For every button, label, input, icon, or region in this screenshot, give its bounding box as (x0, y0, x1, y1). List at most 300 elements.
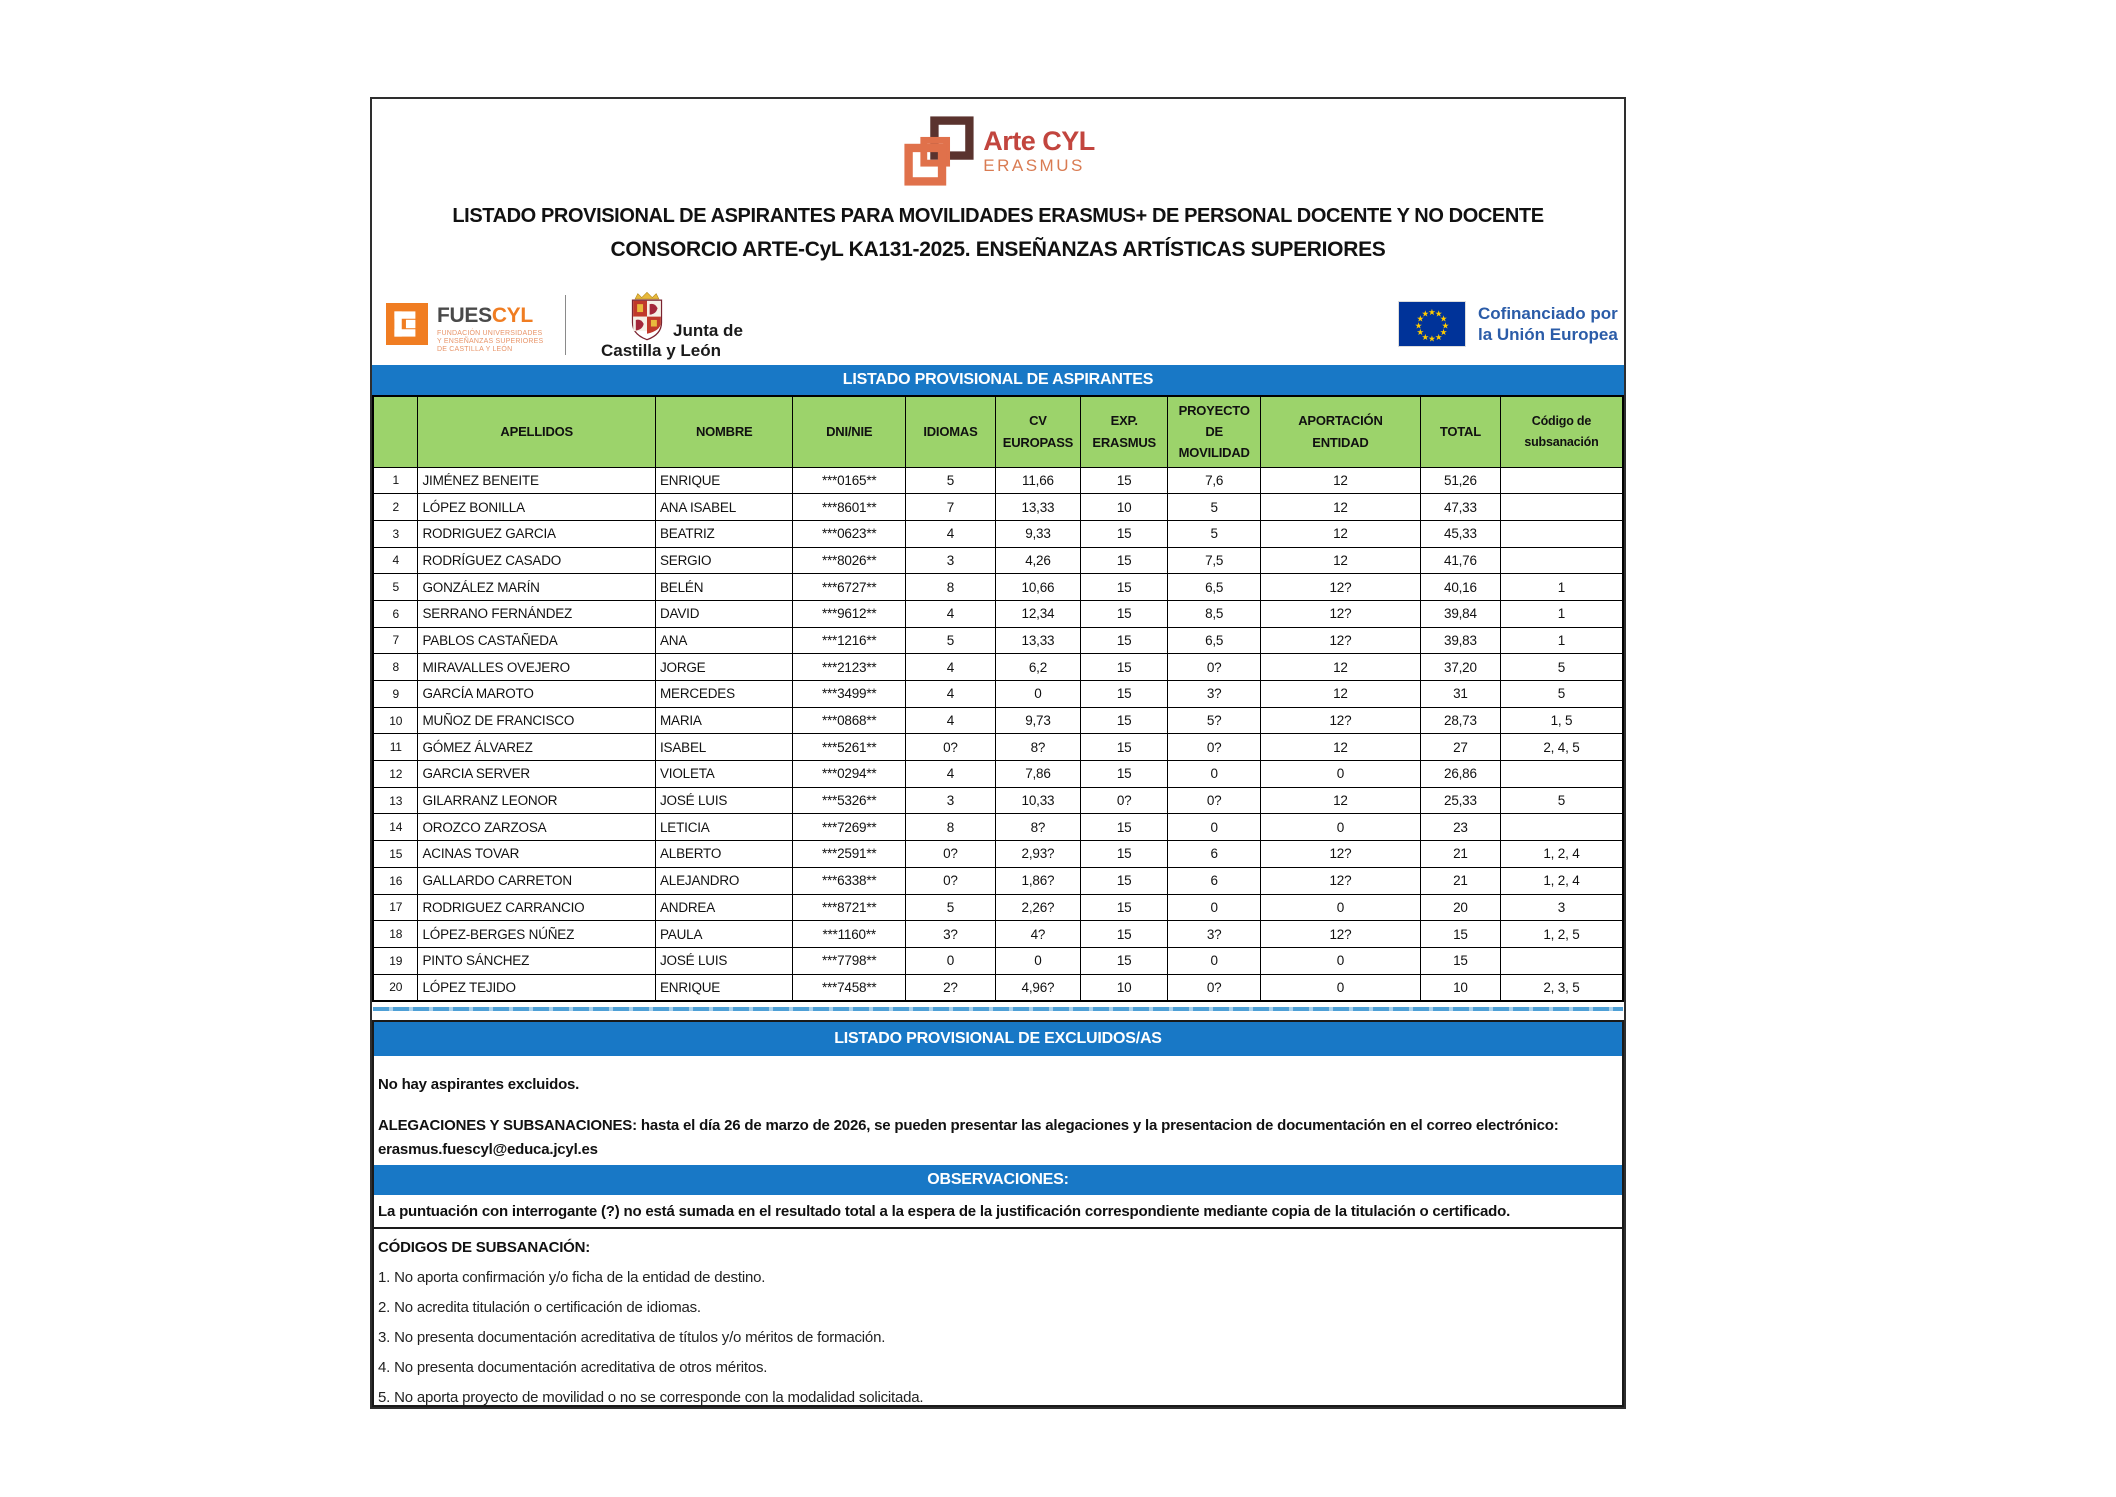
observaciones-note: La puntuación con interrogante (?) no está sumada en el resultado total a la espera de la justificación correspondiente mediante copia de la titulación o certificado. (374, 1195, 1622, 1229)
nombre-cell: BEATRIZ (655, 520, 792, 547)
idiomas-cell: 0 (905, 947, 995, 974)
aportacion-entidad-cell: 12? (1260, 627, 1420, 654)
apellidos-cell: GÓMEZ ÁLVAREZ (418, 734, 656, 761)
exp-erasmus-cell: 15 (1080, 947, 1167, 974)
codigo-subsanacion-cell (1500, 547, 1623, 574)
code-item: 5. No aporta proyecto de movilidad o no se corresponde con la modalidad solicitada. (378, 1389, 924, 1406)
exp-erasmus-cell: 15 (1080, 654, 1167, 681)
table-row (373, 734, 1623, 761)
code-item: 1. No aporta confirmación y/o ficha de la entidad de destino. (378, 1269, 766, 1286)
aportacion-entidad-cell: 12? (1260, 574, 1420, 601)
exp-erasmus-cell: 15 (1080, 681, 1167, 708)
dni-nie-cell: ***3499** (793, 681, 905, 708)
nombre-cell: BELÉN (655, 574, 792, 601)
total-cell: 39,84 (1420, 600, 1500, 627)
row-number-cell: 12 (373, 761, 418, 788)
row-number-cell: 14 (373, 814, 418, 841)
nombre-cell: ENRIQUE (655, 974, 792, 1001)
code-item: 2. No acredita titulación o certificación de idiomas. (378, 1299, 701, 1316)
junta-text-line2: Castilla y León (601, 341, 721, 360)
cv-europass-cell: 4,26 (995, 547, 1080, 574)
dni-nie-cell: ***8721** (793, 894, 905, 921)
idiomas-cell: 5 (905, 894, 995, 921)
excluidos-section-header: LISTADO PROVISIONAL DE EXCLUIDOS/AS (374, 1022, 1622, 1056)
total-cell: 37,20 (1420, 654, 1500, 681)
proyecto-movilidad-cell: 0? (1168, 974, 1261, 1001)
excluidos-body (374, 1056, 1622, 1165)
cv-europass-cell: 2,26? (995, 894, 1080, 921)
idiomas-cell: 3? (905, 921, 995, 948)
svg-text:★: ★ (1416, 313, 1425, 324)
table-row (373, 787, 1623, 814)
proyecto-movilidad-cell: 5? (1168, 707, 1261, 734)
exp-erasmus-cell: 0? (1080, 787, 1167, 814)
exp-erasmus-cell: 15 (1080, 547, 1167, 574)
fuescyl-subtext-line: DE CASTILLA Y LEÓN (437, 346, 513, 353)
row-number-cell: 17 (373, 894, 418, 921)
nombre-cell: ANA (655, 627, 792, 654)
row-number-cell: 5 (373, 574, 418, 601)
cv-europass-cell: 1,86? (995, 867, 1080, 894)
nombre-cell: ANDREA (655, 894, 792, 921)
nombre-cell: ENRIQUE (655, 467, 792, 494)
codigo-subsanacion-cell (1500, 947, 1623, 974)
subsanacion-codes (374, 1229, 1622, 1406)
cv-europass-cell: 9,73 (995, 707, 1080, 734)
aportacion-entidad-cell: 12 (1260, 681, 1420, 708)
codigo-subsanacion-cell (1500, 520, 1623, 547)
aportacion-entidad-cell: 0 (1260, 947, 1420, 974)
apellidos-cell: GARCIA SERVER (418, 761, 656, 788)
proyecto-movilidad-cell: 6 (1168, 841, 1261, 868)
exp-erasmus-cell: 15 (1080, 921, 1167, 948)
dni-nie-cell: ***5326** (793, 787, 905, 814)
nombre-cell: ISABEL (655, 734, 792, 761)
aportacion-entidad-cell: 12 (1260, 520, 1420, 547)
cv-europass-cell: 13,33 (995, 494, 1080, 521)
alegaciones-email: erasmus.fuescyl@educa.jcyl.es (378, 1141, 598, 1158)
fuescyl-wordmark: FUESCYL (437, 304, 533, 327)
nombre-cell: JORGE (655, 654, 792, 681)
total-cell: 40,16 (1420, 574, 1500, 601)
svg-text:★: ★ (1428, 333, 1436, 344)
apellidos-cell: GARCÍA MAROTO (418, 681, 656, 708)
svg-text:★: ★ (1428, 306, 1436, 317)
total-cell: 27 (1420, 734, 1500, 761)
no-excluded-text: No hay aspirantes excluidos. (378, 1076, 580, 1093)
total-cell: 26,86 (1420, 761, 1500, 788)
dni-nie-cell: ***7458** (793, 974, 905, 1001)
codigo-subsanacion-cell: 5 (1500, 654, 1623, 681)
nombre-cell: ALEJANDRO (655, 867, 792, 894)
idiomas-cell: 0? (905, 867, 995, 894)
table-bottom-accent-line (373, 1007, 1623, 1011)
row-number-cell: 6 (373, 600, 418, 627)
total-cell: 39,83 (1420, 627, 1500, 654)
idiomas-cell: 2? (905, 974, 995, 1001)
cv-europass-cell: 11,66 (995, 467, 1080, 494)
table-row (373, 921, 1623, 948)
total-cell: 23 (1420, 814, 1500, 841)
svg-text:★: ★ (1434, 308, 1443, 319)
exp-erasmus-cell: 15 (1080, 867, 1167, 894)
idiomas-cell: 3 (905, 547, 995, 574)
artecyl-logo (372, 113, 1624, 189)
dni-nie-cell: ***9612** (793, 600, 905, 627)
proyecto-movilidad-cell: 0? (1168, 787, 1261, 814)
column-header-codigo-subsanacion: Código de subsanación (1500, 396, 1623, 467)
svg-text:★: ★ (1421, 308, 1430, 319)
dni-nie-cell: ***0165** (793, 467, 905, 494)
total-cell: 20 (1420, 894, 1500, 921)
row-number-cell: 11 (373, 734, 418, 761)
codigo-subsanacion-cell: 1, 2, 4 (1500, 867, 1623, 894)
exp-erasmus-cell: 15 (1080, 574, 1167, 601)
cv-europass-cell: 0 (995, 681, 1080, 708)
svg-text:★: ★ (1441, 320, 1450, 331)
nombre-cell: JOSÉ LUIS (655, 947, 792, 974)
partner-logos-row (372, 291, 1624, 365)
row-number-cell: 2 (373, 494, 418, 521)
cv-europass-cell: 2,93? (995, 841, 1080, 868)
dni-nie-cell: ***2591** (793, 841, 905, 868)
total-cell: 15 (1420, 921, 1500, 948)
junta-castilla-leon-logo (597, 291, 767, 365)
table-row (373, 467, 1623, 494)
dni-nie-cell: ***0294** (793, 761, 905, 788)
aportacion-entidad-cell: 12 (1260, 547, 1420, 574)
proyecto-movilidad-cell: 3? (1168, 921, 1261, 948)
aspirantes-section-header: LISTADO PROVISIONAL DE ASPIRANTES (372, 365, 1624, 395)
codigo-subsanacion-cell: 5 (1500, 787, 1623, 814)
table-row (373, 761, 1623, 788)
row-number-cell: 13 (373, 787, 418, 814)
row-number-cell: 8 (373, 654, 418, 681)
aportacion-entidad-cell: 12 (1260, 734, 1420, 761)
table-row (373, 974, 1623, 1001)
codigo-subsanacion-cell: 1 (1500, 574, 1623, 601)
apellidos-cell: OROZCO ZARZOSA (418, 814, 656, 841)
table-row (373, 574, 1623, 601)
proyecto-movilidad-cell: 5 (1168, 520, 1261, 547)
artecyl-brand-text: Arte CYL (983, 126, 1095, 156)
apellidos-cell: ACINAS TOVAR (418, 841, 656, 868)
table-row (373, 894, 1623, 921)
column-header-nombre: NOMBRE (655, 396, 792, 467)
cv-europass-cell: 7,86 (995, 761, 1080, 788)
apellidos-cell: MIRAVALLES OVEJERO (418, 654, 656, 681)
table-row (373, 520, 1623, 547)
svg-text:★: ★ (1434, 331, 1443, 342)
svg-text:★: ★ (1416, 327, 1425, 337)
apellidos-cell: GALLARDO CARRETON (418, 867, 656, 894)
aportacion-entidad-cell: 12 (1260, 654, 1420, 681)
idiomas-cell: 4 (905, 600, 995, 627)
codigo-subsanacion-cell: 2, 3, 5 (1500, 974, 1623, 1001)
eu-flag-icon (1398, 301, 1466, 347)
aportacion-entidad-cell: 0 (1260, 974, 1420, 1001)
logo-divider (565, 295, 566, 355)
cv-europass-cell: 8? (995, 814, 1080, 841)
apellidos-cell: RODRIGUEZ GARCIA (418, 520, 656, 547)
exp-erasmus-cell: 15 (1080, 707, 1167, 734)
aspirantes-table (372, 395, 1624, 1002)
cv-europass-cell: 12,34 (995, 600, 1080, 627)
codigo-subsanacion-cell: 1, 2, 5 (1500, 921, 1623, 948)
nombre-cell: MARIA (655, 707, 792, 734)
codigo-subsanacion-cell: 1 (1500, 627, 1623, 654)
cv-europass-cell: 9,33 (995, 520, 1080, 547)
fuescyl-subtext-line: FUNDACIÓN UNIVERSIDADES (437, 330, 543, 337)
total-cell: 47,33 (1420, 494, 1500, 521)
cv-europass-cell: 8? (995, 734, 1080, 761)
document-title: LISTADO PROVISIONAL DE ASPIRANTES PARA MOVILIDADES ERASMUS+ DE PERSONAL DOCENTE Y NO DOCENTE (452, 205, 1544, 227)
exp-erasmus-cell: 10 (1080, 494, 1167, 521)
total-cell: 10 (1420, 974, 1500, 1001)
aportacion-entidad-cell: 12 (1260, 787, 1420, 814)
total-cell: 31 (1420, 681, 1500, 708)
proyecto-movilidad-cell: 0 (1168, 814, 1261, 841)
idiomas-cell: 8 (905, 574, 995, 601)
proyecto-movilidad-cell: 0 (1168, 894, 1261, 921)
total-cell: 45,33 (1420, 520, 1500, 547)
idiomas-cell: 5 (905, 627, 995, 654)
codigo-subsanacion-cell (1500, 494, 1623, 521)
dni-nie-cell: ***2123** (793, 654, 905, 681)
dni-nie-cell: ***5261** (793, 734, 905, 761)
svg-text:★: ★ (1439, 327, 1448, 337)
fuescyl-icon (386, 303, 428, 345)
row-number-cell: 9 (373, 681, 418, 708)
idiomas-cell: 4 (905, 654, 995, 681)
nombre-cell: JOSÉ LUIS (655, 787, 792, 814)
idiomas-cell: 8 (905, 814, 995, 841)
codigo-subsanacion-cell: 5 (1500, 681, 1623, 708)
exp-erasmus-cell: 10 (1080, 974, 1167, 1001)
dni-nie-cell: ***6727** (793, 574, 905, 601)
idiomas-cell: 4 (905, 520, 995, 547)
exp-erasmus-cell: 15 (1080, 627, 1167, 654)
row-number-cell: 1 (373, 467, 418, 494)
table-row (373, 707, 1623, 734)
fuescyl-subtext (437, 330, 543, 354)
row-number-cell: 3 (373, 520, 418, 547)
exp-erasmus-cell: 15 (1080, 761, 1167, 788)
column-header-idiomas: IDIOMAS (905, 396, 995, 467)
aportacion-entidad-cell: 0 (1260, 894, 1420, 921)
codigo-subsanacion-cell: 3 (1500, 894, 1623, 921)
row-number-cell: 18 (373, 921, 418, 948)
row-number-cell: 19 (373, 947, 418, 974)
apellidos-cell: GILARRANZ LEONOR (418, 787, 656, 814)
apellidos-cell: GONZÁLEZ MARÍN (418, 574, 656, 601)
total-cell: 21 (1420, 841, 1500, 868)
row-number-cell: 20 (373, 974, 418, 1001)
table-row (373, 547, 1623, 574)
apellidos-cell: LÓPEZ BONILLA (418, 494, 656, 521)
observaciones-section-header: OBSERVACIONES: (374, 1165, 1622, 1195)
nombre-cell: VIOLETA (655, 761, 792, 788)
proyecto-movilidad-cell: 0 (1168, 761, 1261, 788)
total-cell: 28,73 (1420, 707, 1500, 734)
proyecto-movilidad-cell: 6 (1168, 867, 1261, 894)
proyecto-movilidad-cell: 0 (1168, 947, 1261, 974)
nombre-cell: MERCEDES (655, 681, 792, 708)
nombre-cell: DAVID (655, 600, 792, 627)
idiomas-cell: 5 (905, 467, 995, 494)
artecyl-interlocked-squares-icon (901, 113, 977, 189)
cv-europass-cell: 4,96? (995, 974, 1080, 1001)
nombre-cell: ALBERTO (655, 841, 792, 868)
dni-nie-cell: ***7798** (793, 947, 905, 974)
total-cell: 51,26 (1420, 467, 1500, 494)
proyecto-movilidad-cell: 3? (1168, 681, 1261, 708)
apellidos-cell: PINTO SÁNCHEZ (418, 947, 656, 974)
fuescyl-subtext-line: Y ENSEÑANZAS SUPERIORES (437, 338, 544, 345)
exp-erasmus-cell: 15 (1080, 734, 1167, 761)
codigo-subsanacion-cell: 1, 5 (1500, 707, 1623, 734)
table-row (373, 867, 1623, 894)
proyecto-movilidad-cell: 6,5 (1168, 574, 1261, 601)
eu-cofunded-logo (1398, 301, 1618, 347)
dni-nie-cell: ***0868** (793, 707, 905, 734)
codigo-subsanacion-cell: 2, 4, 5 (1500, 734, 1623, 761)
idiomas-cell: 4 (905, 707, 995, 734)
cv-europass-cell: 0 (995, 947, 1080, 974)
codigo-subsanacion-cell (1500, 761, 1623, 788)
row-number-cell: 4 (373, 547, 418, 574)
apellidos-cell: LÓPEZ-BERGES NÚÑEZ (418, 921, 656, 948)
table-row (373, 600, 1623, 627)
svg-text:★: ★ (1414, 320, 1423, 331)
table-row (373, 654, 1623, 681)
column-header-dni-nie: DNI/NIE (793, 396, 905, 467)
exp-erasmus-cell: 15 (1080, 600, 1167, 627)
proyecto-movilidad-cell: 5 (1168, 494, 1261, 521)
fuescyl-logo (386, 303, 543, 354)
svg-text:★: ★ (1439, 313, 1448, 324)
column-header-cv-europass: CV EUROPASS (995, 396, 1080, 467)
nombre-cell: ANA ISABEL (655, 494, 792, 521)
proyecto-movilidad-cell: 8,5 (1168, 600, 1261, 627)
aportacion-entidad-cell: 12? (1260, 841, 1420, 868)
idiomas-cell: 4 (905, 681, 995, 708)
document-page (370, 97, 1626, 1409)
proyecto-movilidad-cell: 6,5 (1168, 627, 1261, 654)
dni-nie-cell: ***6338** (793, 867, 905, 894)
dni-nie-cell: ***8026** (793, 547, 905, 574)
exp-erasmus-cell: 15 (1080, 894, 1167, 921)
codes-title: CÓDIGOS DE SUBSANACIÓN: (378, 1239, 591, 1256)
dni-nie-cell: ***0623** (793, 520, 905, 547)
row-number-cell: 7 (373, 627, 418, 654)
apellidos-cell: PABLOS CASTAÑEDA (418, 627, 656, 654)
dni-nie-cell: ***1216** (793, 627, 905, 654)
apellidos-cell: RODRÍGUEZ CASADO (418, 547, 656, 574)
table-row (373, 947, 1623, 974)
table-row (373, 494, 1623, 521)
cv-europass-cell: 10,33 (995, 787, 1080, 814)
dni-nie-cell: ***8601** (793, 494, 905, 521)
nombre-cell: LETICIA (655, 814, 792, 841)
total-cell: 21 (1420, 867, 1500, 894)
row-number-cell: 15 (373, 841, 418, 868)
idiomas-cell: 0? (905, 734, 995, 761)
codigo-subsanacion-cell (1500, 814, 1623, 841)
exp-erasmus-cell: 15 (1080, 841, 1167, 868)
nombre-cell: PAULA (655, 921, 792, 948)
aportacion-entidad-cell: 12 (1260, 467, 1420, 494)
eu-cofunded-text: Cofinanciado por la Unión Europea (1478, 303, 1618, 344)
codigo-subsanacion-cell: 1, 2, 4 (1500, 841, 1623, 868)
proyecto-movilidad-cell: 7,5 (1168, 547, 1261, 574)
table-row (373, 681, 1623, 708)
aportacion-entidad-cell: 0 (1260, 814, 1420, 841)
proyecto-movilidad-cell: 7,6 (1168, 467, 1261, 494)
codigo-subsanacion-cell: 1 (1500, 600, 1623, 627)
dni-nie-cell: ***7269** (793, 814, 905, 841)
aportacion-entidad-cell: 12? (1260, 707, 1420, 734)
dni-nie-cell: ***1160** (793, 921, 905, 948)
proyecto-movilidad-cell: 0? (1168, 654, 1261, 681)
total-cell: 41,76 (1420, 547, 1500, 574)
column-header-row-number (373, 396, 418, 467)
column-header-aportacion-entidad: APORTACIÓN ENTIDAD (1260, 396, 1420, 467)
apellidos-cell: JIMÉNEZ BENEITE (418, 467, 656, 494)
aportacion-entidad-cell: 12? (1260, 921, 1420, 948)
apellidos-cell: RODRIGUEZ CARRANCIO (418, 894, 656, 921)
junta-text-line1: Junta de (673, 321, 743, 340)
cv-europass-cell: 13,33 (995, 627, 1080, 654)
idiomas-cell: 7 (905, 494, 995, 521)
footer-sections-box (372, 1020, 1624, 1407)
row-number-cell: 16 (373, 867, 418, 894)
table-row (373, 814, 1623, 841)
aportacion-entidad-cell: 12? (1260, 600, 1420, 627)
cv-europass-cell: 4? (995, 921, 1080, 948)
idiomas-cell: 3 (905, 787, 995, 814)
codigo-subsanacion-cell (1500, 467, 1623, 494)
apellidos-cell: SERRANO FERNÁNDEZ (418, 600, 656, 627)
proyecto-movilidad-cell: 0? (1168, 734, 1261, 761)
alegaciones-text: ALEGACIONES Y SUBSANACIONES: hasta el día 26 de marzo de 2026, se pueden presentar las alegaciones y la presentacion de documentación en el correo electrónico: erasmus.fuescyl@educa.jcyl.es (378, 1117, 1618, 1158)
table-row (373, 627, 1623, 654)
column-header-proyecto-movilidad: PROYECTO DE MOVILIDAD (1168, 396, 1261, 467)
aportacion-entidad-cell: 12 (1260, 494, 1420, 521)
junta-coat-of-arms-icon (627, 291, 667, 341)
column-header-total: TOTAL (1420, 396, 1500, 467)
aportacion-entidad-cell: 12? (1260, 867, 1420, 894)
cv-europass-cell: 10,66 (995, 574, 1080, 601)
exp-erasmus-cell: 15 (1080, 520, 1167, 547)
document-subtitle: CONSORCIO ARTE-CyL KA131-2025. ENSEÑANZAS ARTÍSTICAS SUPERIORES (610, 238, 1386, 261)
svg-text:★: ★ (1421, 331, 1430, 342)
code-item: 3. No presenta documentación acreditativa de títulos y/o méritos de formación. (378, 1329, 886, 1346)
table-row (373, 841, 1623, 868)
column-header-apellidos: APELLIDOS (418, 396, 656, 467)
idiomas-cell: 4 (905, 761, 995, 788)
aportacion-entidad-cell: 0 (1260, 761, 1420, 788)
apellidos-cell: LÓPEZ TEJIDO (418, 974, 656, 1001)
exp-erasmus-cell: 15 (1080, 814, 1167, 841)
row-number-cell: 10 (373, 707, 418, 734)
apellidos-cell: MUÑOZ DE FRANCISCO (418, 707, 656, 734)
exp-erasmus-cell: 15 (1080, 467, 1167, 494)
nombre-cell: SERGIO (655, 547, 792, 574)
column-header-exp-erasmus: EXP. ERASMUS (1080, 396, 1167, 467)
code-item: 4. No presenta documentación acreditativa de otros méritos. (378, 1359, 768, 1376)
table-header-row (373, 396, 1623, 467)
